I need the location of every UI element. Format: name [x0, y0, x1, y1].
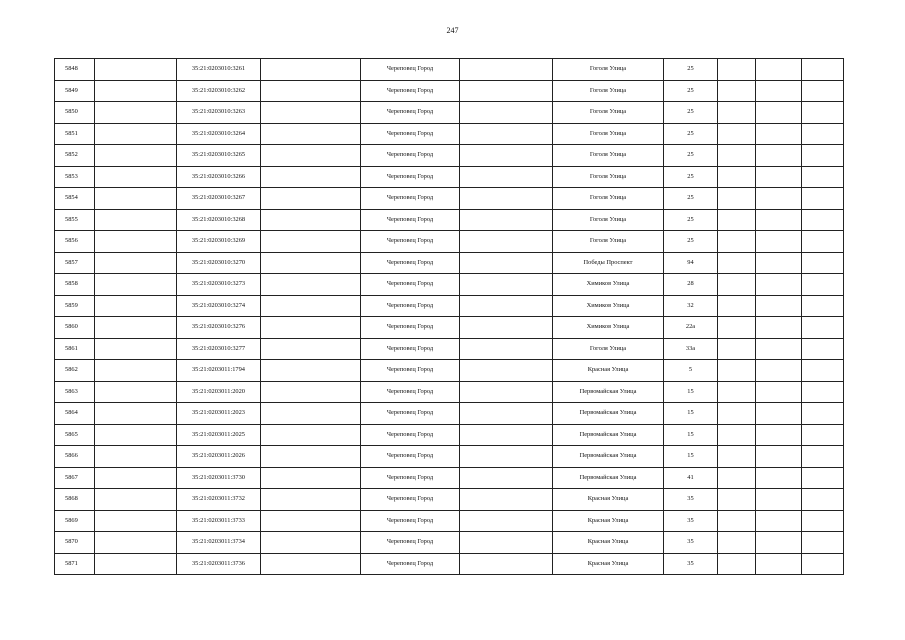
cadastral-number-cell: 35:21:0203011:2025 [177, 424, 261, 446]
empty-cell [460, 59, 553, 81]
house-number-cell: 25 [664, 209, 718, 231]
empty-cell [718, 80, 756, 102]
empty-cell [95, 295, 177, 317]
house-number-cell: 25 [664, 231, 718, 253]
row-number-cell: 5870 [55, 532, 95, 554]
empty-cell [95, 231, 177, 253]
empty-cell [261, 188, 361, 210]
city-cell: Череповец Город [361, 274, 460, 296]
city-cell: Череповец Город [361, 252, 460, 274]
street-cell: Химиков Улица [553, 317, 664, 339]
empty-cell [802, 123, 844, 145]
empty-cell [756, 446, 802, 468]
empty-cell [95, 338, 177, 360]
empty-cell [802, 231, 844, 253]
empty-cell [460, 360, 553, 382]
empty-cell [756, 59, 802, 81]
empty-cell [261, 59, 361, 81]
table-row [55, 188, 844, 210]
empty-cell [718, 360, 756, 382]
table-row [55, 295, 844, 317]
cadastral-number-cell: 35:21:0203010:3268 [177, 209, 261, 231]
cadastral-number-cell: 35:21:0203011:2023 [177, 403, 261, 425]
empty-cell [718, 274, 756, 296]
table-row [55, 252, 844, 274]
empty-cell [718, 188, 756, 210]
city-cell: Череповец Город [361, 467, 460, 489]
empty-cell [95, 510, 177, 532]
table-row [55, 166, 844, 188]
empty-cell [718, 532, 756, 554]
street-cell: Химиков Улица [553, 295, 664, 317]
empty-cell [718, 102, 756, 124]
house-number-cell: 35 [664, 532, 718, 554]
empty-cell [95, 489, 177, 511]
empty-cell [261, 295, 361, 317]
row-number-cell: 5856 [55, 231, 95, 253]
empty-cell [718, 403, 756, 425]
row-number-cell: 5851 [55, 123, 95, 145]
city-cell: Череповец Город [361, 338, 460, 360]
city-cell: Череповец Город [361, 403, 460, 425]
empty-cell [756, 80, 802, 102]
empty-cell [718, 317, 756, 339]
city-cell: Череповец Город [361, 80, 460, 102]
row-number-cell: 5865 [55, 424, 95, 446]
empty-cell [261, 360, 361, 382]
empty-cell [460, 209, 553, 231]
empty-cell [802, 145, 844, 167]
empty-cell [718, 252, 756, 274]
empty-cell [95, 360, 177, 382]
empty-cell [95, 209, 177, 231]
row-number-cell: 5864 [55, 403, 95, 425]
empty-cell [756, 381, 802, 403]
empty-cell [460, 295, 553, 317]
street-cell: Победы Проспект [553, 252, 664, 274]
empty-cell [756, 553, 802, 575]
table-row [55, 317, 844, 339]
cadastral-number-cell: 35:21:0203011:2020 [177, 381, 261, 403]
house-number-cell: 15 [664, 403, 718, 425]
row-number-cell: 5868 [55, 489, 95, 511]
cadastral-number-cell: 35:21:0203010:3277 [177, 338, 261, 360]
empty-cell [718, 510, 756, 532]
cadastral-number-cell: 35:21:0203011:3736 [177, 553, 261, 575]
city-cell: Череповец Город [361, 489, 460, 511]
empty-cell [718, 145, 756, 167]
empty-cell [261, 145, 361, 167]
empty-cell [756, 338, 802, 360]
city-cell: Череповец Город [361, 424, 460, 446]
empty-cell [261, 424, 361, 446]
cadastral-number-cell: 35:21:0203010:3266 [177, 166, 261, 188]
empty-cell [756, 209, 802, 231]
empty-cell [95, 532, 177, 554]
empty-cell [460, 188, 553, 210]
empty-cell [261, 123, 361, 145]
empty-cell [802, 467, 844, 489]
empty-cell [261, 102, 361, 124]
city-cell: Череповец Город [361, 188, 460, 210]
house-number-cell: 35 [664, 489, 718, 511]
empty-cell [95, 166, 177, 188]
empty-cell [756, 123, 802, 145]
row-number-cell: 5871 [55, 553, 95, 575]
row-number-cell: 5858 [55, 274, 95, 296]
street-cell: Гоголя Улица [553, 59, 664, 81]
empty-cell [756, 510, 802, 532]
house-number-cell: 25 [664, 145, 718, 167]
empty-cell [802, 166, 844, 188]
empty-cell [756, 467, 802, 489]
empty-cell [802, 274, 844, 296]
street-cell: Первомайская Улица [553, 381, 664, 403]
empty-cell [261, 510, 361, 532]
house-number-cell: 35 [664, 510, 718, 532]
empty-cell [802, 403, 844, 425]
empty-cell [802, 381, 844, 403]
house-number-cell: 25 [664, 102, 718, 124]
empty-cell [95, 467, 177, 489]
empty-cell [756, 295, 802, 317]
empty-cell [460, 145, 553, 167]
street-cell: Красная Улица [553, 360, 664, 382]
empty-cell [460, 338, 553, 360]
house-number-cell: 25 [664, 123, 718, 145]
row-number-cell: 5862 [55, 360, 95, 382]
table-row [55, 424, 844, 446]
street-cell: Красная Улица [553, 532, 664, 554]
house-number-cell: 35 [664, 553, 718, 575]
empty-cell [460, 553, 553, 575]
empty-cell [802, 510, 844, 532]
row-number-cell: 5867 [55, 467, 95, 489]
empty-cell [756, 231, 802, 253]
empty-cell [756, 166, 802, 188]
empty-cell [756, 489, 802, 511]
row-number-cell: 5860 [55, 317, 95, 339]
empty-cell [95, 123, 177, 145]
house-number-cell: 28 [664, 274, 718, 296]
empty-cell [95, 424, 177, 446]
empty-cell [802, 553, 844, 575]
city-cell: Череповец Город [361, 209, 460, 231]
house-number-cell: 32 [664, 295, 718, 317]
table-row [55, 446, 844, 468]
empty-cell [802, 252, 844, 274]
street-cell: Гоголя Улица [553, 166, 664, 188]
empty-cell [460, 510, 553, 532]
cadastral-number-cell: 35:21:0203010:3269 [177, 231, 261, 253]
house-number-cell: 15 [664, 446, 718, 468]
city-cell: Череповец Город [361, 231, 460, 253]
empty-cell [718, 123, 756, 145]
empty-cell [756, 102, 802, 124]
empty-cell [460, 424, 553, 446]
table-row [55, 102, 844, 124]
empty-cell [460, 532, 553, 554]
street-cell: Химиков Улица [553, 274, 664, 296]
table-row [55, 403, 844, 425]
cadastral-number-cell: 35:21:0203010:3276 [177, 317, 261, 339]
row-number-cell: 5861 [55, 338, 95, 360]
empty-cell [95, 446, 177, 468]
city-cell: Череповец Город [361, 510, 460, 532]
empty-cell [261, 467, 361, 489]
empty-cell [261, 446, 361, 468]
row-number-cell: 5852 [55, 145, 95, 167]
cadastral-number-cell: 35:21:0203010:3265 [177, 145, 261, 167]
table-row [55, 274, 844, 296]
street-cell: Гоголя Улица [553, 123, 664, 145]
house-number-cell: 15 [664, 424, 718, 446]
street-cell: Красная Улица [553, 489, 664, 511]
empty-cell [460, 489, 553, 511]
city-cell: Череповец Город [361, 166, 460, 188]
table-row [55, 360, 844, 382]
cadastral-number-cell: 35:21:0203010:3274 [177, 295, 261, 317]
city-cell: Череповец Город [361, 145, 460, 167]
empty-cell [261, 166, 361, 188]
empty-cell [756, 317, 802, 339]
empty-cell [460, 274, 553, 296]
cadastral-number-cell: 35:21:0203010:3273 [177, 274, 261, 296]
empty-cell [718, 489, 756, 511]
empty-cell [460, 467, 553, 489]
empty-cell [756, 532, 802, 554]
empty-cell [261, 209, 361, 231]
empty-cell [718, 467, 756, 489]
house-number-cell: 25 [664, 59, 718, 81]
street-cell: Гоголя Улица [553, 102, 664, 124]
empty-cell [460, 317, 553, 339]
empty-cell [95, 188, 177, 210]
street-cell: Первомайская Улица [553, 467, 664, 489]
empty-cell [802, 102, 844, 124]
empty-cell [261, 489, 361, 511]
row-number-cell: 5859 [55, 295, 95, 317]
empty-cell [95, 102, 177, 124]
empty-cell [802, 59, 844, 81]
cadastral-number-cell: 35:21:0203010:3270 [177, 252, 261, 274]
cadastral-number-cell: 35:21:0203011:3730 [177, 467, 261, 489]
empty-cell [460, 231, 553, 253]
empty-cell [756, 252, 802, 274]
street-cell: Гоголя Улица [553, 80, 664, 102]
empty-cell [261, 231, 361, 253]
house-number-cell: 25 [664, 80, 718, 102]
empty-cell [802, 446, 844, 468]
empty-cell [460, 403, 553, 425]
empty-cell [460, 381, 553, 403]
house-number-cell: 25 [664, 188, 718, 210]
row-number-cell: 5863 [55, 381, 95, 403]
table-row [55, 231, 844, 253]
street-cell: Красная Улица [553, 553, 664, 575]
table-row [55, 532, 844, 554]
house-number-cell: 22а [664, 317, 718, 339]
empty-cell [261, 80, 361, 102]
empty-cell [802, 489, 844, 511]
table-row [55, 123, 844, 145]
empty-cell [460, 102, 553, 124]
empty-cell [460, 252, 553, 274]
house-number-cell: 41 [664, 467, 718, 489]
empty-cell [802, 188, 844, 210]
table-row [55, 338, 844, 360]
cadastral-number-cell: 35:21:0203011:2026 [177, 446, 261, 468]
street-cell: Первомайская Улица [553, 424, 664, 446]
empty-cell [718, 553, 756, 575]
cadastral-number-cell: 35:21:0203011:1794 [177, 360, 261, 382]
street-cell: Гоголя Улица [553, 145, 664, 167]
row-number-cell: 5855 [55, 209, 95, 231]
table-row [55, 80, 844, 102]
table-row [55, 489, 844, 511]
city-cell: Череповец Город [361, 295, 460, 317]
empty-cell [756, 274, 802, 296]
empty-cell [802, 338, 844, 360]
empty-cell [756, 403, 802, 425]
city-cell: Череповец Город [361, 59, 460, 81]
street-cell: Красная Улица [553, 510, 664, 532]
cadastral-number-cell: 35:21:0203011:3732 [177, 489, 261, 511]
city-cell: Череповец Город [361, 317, 460, 339]
empty-cell [261, 274, 361, 296]
row-number-cell: 5869 [55, 510, 95, 532]
cadastral-number-cell: 35:21:0203010:3263 [177, 102, 261, 124]
street-cell: Гоголя Улица [553, 209, 664, 231]
house-number-cell: 33а [664, 338, 718, 360]
empty-cell [718, 295, 756, 317]
table-row [55, 553, 844, 575]
city-cell: Череповец Город [361, 360, 460, 382]
empty-cell [802, 80, 844, 102]
empty-cell [95, 553, 177, 575]
empty-cell [261, 532, 361, 554]
empty-cell [756, 145, 802, 167]
cadastral-number-cell: 35:21:0203010:3262 [177, 80, 261, 102]
empty-cell [95, 403, 177, 425]
empty-cell [802, 360, 844, 382]
street-cell: Гоголя Улица [553, 231, 664, 253]
empty-cell [261, 381, 361, 403]
row-number-cell: 5849 [55, 80, 95, 102]
house-number-cell: 15 [664, 381, 718, 403]
house-number-cell: 25 [664, 166, 718, 188]
empty-cell [802, 295, 844, 317]
table-row [55, 59, 844, 81]
registry-table [54, 58, 844, 575]
empty-cell [460, 80, 553, 102]
cadastral-number-cell: 35:21:0203011:3733 [177, 510, 261, 532]
empty-cell [95, 80, 177, 102]
empty-cell [718, 424, 756, 446]
table-body [55, 59, 844, 575]
empty-cell [261, 403, 361, 425]
empty-cell [802, 424, 844, 446]
table-row [55, 209, 844, 231]
street-cell: Гоголя Улица [553, 338, 664, 360]
empty-cell [95, 381, 177, 403]
city-cell: Череповец Город [361, 123, 460, 145]
row-number-cell: 5866 [55, 446, 95, 468]
empty-cell [261, 252, 361, 274]
city-cell: Череповец Город [361, 553, 460, 575]
empty-cell [718, 381, 756, 403]
city-cell: Череповец Город [361, 446, 460, 468]
cadastral-number-cell: 35:21:0203010:3261 [177, 59, 261, 81]
empty-cell [95, 317, 177, 339]
table-row [55, 145, 844, 167]
empty-cell [460, 123, 553, 145]
empty-cell [95, 59, 177, 81]
row-number-cell: 5857 [55, 252, 95, 274]
empty-cell [802, 209, 844, 231]
table-row [55, 467, 844, 489]
empty-cell [756, 360, 802, 382]
city-cell: Череповец Город [361, 102, 460, 124]
empty-cell [718, 338, 756, 360]
table-row [55, 510, 844, 532]
empty-cell [718, 446, 756, 468]
city-cell: Череповец Город [361, 532, 460, 554]
empty-cell [718, 166, 756, 188]
empty-cell [718, 59, 756, 81]
city-cell: Череповец Город [361, 381, 460, 403]
row-number-cell: 5850 [55, 102, 95, 124]
empty-cell [95, 145, 177, 167]
empty-cell [802, 317, 844, 339]
empty-cell [756, 424, 802, 446]
empty-cell [261, 338, 361, 360]
row-number-cell: 5854 [55, 188, 95, 210]
page-number: 247 [446, 26, 459, 35]
cadastral-number-cell: 35:21:0203011:3734 [177, 532, 261, 554]
street-cell: Первомайская Улица [553, 446, 664, 468]
house-number-cell: 94 [664, 252, 718, 274]
empty-cell [460, 166, 553, 188]
empty-cell [261, 553, 361, 575]
empty-cell [718, 231, 756, 253]
street-cell: Гоголя Улица [553, 188, 664, 210]
row-number-cell: 5848 [55, 59, 95, 81]
empty-cell [95, 274, 177, 296]
empty-cell [802, 532, 844, 554]
cadastral-number-cell: 35:21:0203010:3267 [177, 188, 261, 210]
table-row [55, 381, 844, 403]
empty-cell [460, 446, 553, 468]
house-number-cell: 5 [664, 360, 718, 382]
empty-cell [756, 188, 802, 210]
empty-cell [718, 209, 756, 231]
street-cell: Первомайская Улица [553, 403, 664, 425]
row-number-cell: 5853 [55, 166, 95, 188]
cadastral-number-cell: 35:21:0203010:3264 [177, 123, 261, 145]
empty-cell [261, 317, 361, 339]
empty-cell [95, 252, 177, 274]
